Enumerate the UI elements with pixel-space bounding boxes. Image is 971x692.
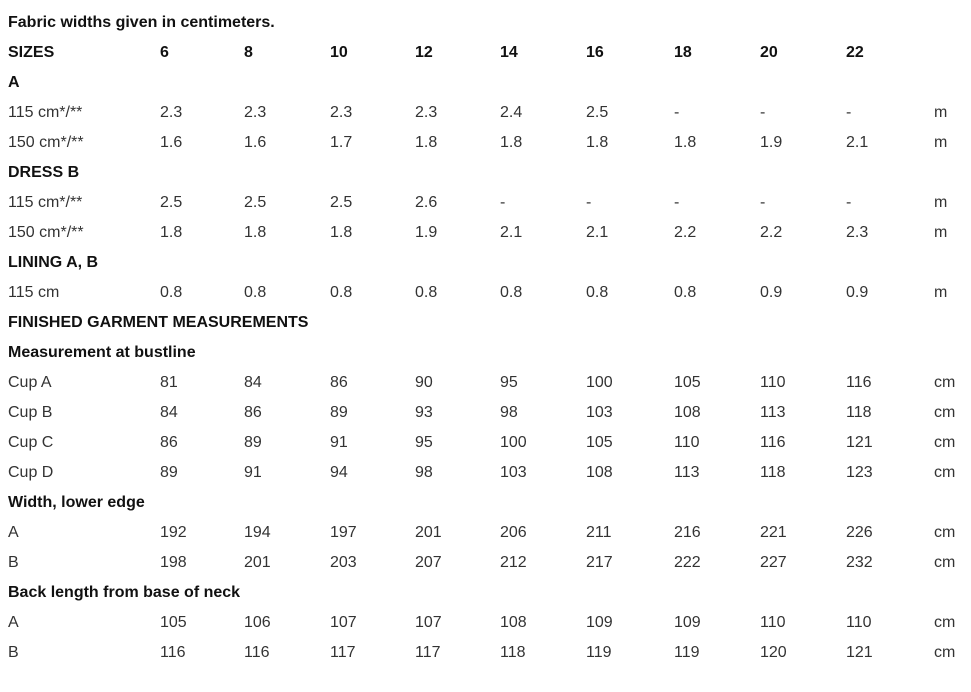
cell-value: 100 xyxy=(500,434,527,451)
unit-label: cm xyxy=(934,554,956,571)
fabric-width-note-row xyxy=(0,8,971,38)
section-heading-bustline xyxy=(0,338,971,368)
cell-value: 2.4 xyxy=(500,104,523,121)
sizes-label: SIZES xyxy=(8,44,55,61)
cell-value: 120 xyxy=(760,644,787,661)
cell-value: 110 xyxy=(846,614,872,631)
table-row xyxy=(0,398,971,428)
cell-value: 2.3 xyxy=(244,104,267,121)
cell-value: - xyxy=(760,194,766,211)
cell-value: 105 xyxy=(586,434,613,451)
cell-value: 90 xyxy=(415,374,433,391)
section-title: Width, lower edge xyxy=(8,494,145,511)
cell-value: 116 xyxy=(160,644,186,661)
cell-value: 118 xyxy=(846,404,872,421)
cell-value: 201 xyxy=(415,524,442,541)
cell-value: 86 xyxy=(160,434,178,451)
cell-value: 0.8 xyxy=(500,284,523,301)
unit-label: cm xyxy=(934,374,956,391)
cell-value: 232 xyxy=(846,554,873,571)
cell-value: 2.3 xyxy=(846,224,869,241)
table-row xyxy=(0,458,971,488)
unit-label: cm xyxy=(934,644,956,661)
cell-value: 227 xyxy=(760,554,787,571)
cell-value: 201 xyxy=(244,554,271,571)
cell-value: 94 xyxy=(330,464,348,481)
section-heading-back-length xyxy=(0,578,971,608)
cell-value: 117 xyxy=(415,644,441,661)
cell-value: 84 xyxy=(244,374,262,391)
cell-value: 119 xyxy=(674,644,700,661)
cell-value: 98 xyxy=(415,464,433,481)
cell-value: 2.2 xyxy=(760,224,783,241)
cell-value: 217 xyxy=(586,554,613,571)
section-title: LINING A, B xyxy=(8,254,99,271)
row-label: B xyxy=(8,554,19,571)
section-heading-lower-edge xyxy=(0,488,971,518)
table-row xyxy=(0,608,971,638)
row-label: 115 cm xyxy=(8,284,60,301)
cell-value: 2.5 xyxy=(244,194,267,211)
cell-value: 2.2 xyxy=(674,224,697,241)
size-chart xyxy=(0,8,971,668)
cell-value: 2.1 xyxy=(500,224,523,241)
cell-value: 100 xyxy=(586,374,613,391)
cell-value: 91 xyxy=(330,434,348,451)
row-label: A xyxy=(8,614,19,631)
unit-label: cm xyxy=(934,524,956,541)
cell-value: 118 xyxy=(500,644,526,661)
section-heading-finished xyxy=(0,308,971,338)
cell-value: 2.5 xyxy=(586,104,609,121)
section-title: Measurement at bustline xyxy=(8,344,196,361)
unit-label: cm xyxy=(934,614,956,631)
cell-value: 118 xyxy=(760,464,786,481)
cell-value: 1.8 xyxy=(500,134,523,151)
cell-value: 216 xyxy=(674,524,701,541)
cell-value: 221 xyxy=(760,524,787,541)
cell-value: 0.8 xyxy=(586,284,609,301)
cell-value: 110 xyxy=(674,434,700,451)
cell-value: 212 xyxy=(500,554,527,571)
cell-value: 222 xyxy=(674,554,701,571)
section-title: FINISHED GARMENT MEASUREMENTS xyxy=(8,314,309,331)
cell-value: 89 xyxy=(330,404,348,421)
cell-value: 123 xyxy=(846,464,873,481)
unit-label: m xyxy=(934,194,948,211)
table-row xyxy=(0,368,971,398)
cell-value: 81 xyxy=(160,374,178,391)
section-title: A xyxy=(8,74,20,91)
cell-value: 0.9 xyxy=(846,284,869,301)
cell-value: 107 xyxy=(330,614,357,631)
section-title: DRESS B xyxy=(8,164,80,181)
size-header: 6 xyxy=(160,44,169,61)
cell-value: 1.8 xyxy=(330,224,353,241)
row-label: B xyxy=(8,644,19,661)
table-row xyxy=(0,278,971,308)
cell-value: 0.8 xyxy=(674,284,697,301)
cell-value: 2.5 xyxy=(330,194,353,211)
unit-label: m xyxy=(934,284,948,301)
cell-value: 86 xyxy=(330,374,348,391)
table-row xyxy=(0,428,971,458)
cell-value: 103 xyxy=(500,464,527,481)
cell-value: 109 xyxy=(674,614,701,631)
cell-value: 89 xyxy=(244,434,262,451)
section-heading-a xyxy=(0,68,971,98)
cell-value: 116 xyxy=(846,374,872,391)
unit-label: m xyxy=(934,134,948,151)
cell-value: 110 xyxy=(760,614,786,631)
table-row xyxy=(0,128,971,158)
cell-value: 116 xyxy=(244,644,270,661)
cell-value: 108 xyxy=(674,404,701,421)
cell-value: 1.6 xyxy=(244,134,267,151)
cell-value: 119 xyxy=(586,644,612,661)
cell-value: - xyxy=(674,194,680,211)
table-row xyxy=(0,188,971,218)
size-header: 20 xyxy=(760,44,778,61)
cell-value: 2.3 xyxy=(415,104,438,121)
cell-value: 207 xyxy=(415,554,442,571)
section-heading-dress-b xyxy=(0,158,971,188)
cell-value: 1.6 xyxy=(160,134,183,151)
cell-value: 0.8 xyxy=(244,284,267,301)
row-label: Cup D xyxy=(8,464,54,481)
cell-value: - xyxy=(760,104,766,121)
size-header: 22 xyxy=(846,44,864,61)
cell-value: 1.7 xyxy=(330,134,353,151)
cell-value: 1.9 xyxy=(760,134,783,151)
cell-value: 2.1 xyxy=(586,224,609,241)
size-header: 8 xyxy=(244,44,253,61)
cell-value: 1.8 xyxy=(244,224,267,241)
cell-value: 98 xyxy=(500,404,518,421)
cell-value: 109 xyxy=(586,614,613,631)
row-label: 150 cm*/** xyxy=(8,224,84,241)
cell-value: 108 xyxy=(500,614,527,631)
cell-value: 226 xyxy=(846,524,873,541)
unit-label: m xyxy=(934,104,948,121)
cell-value: 2.1 xyxy=(846,134,869,151)
cell-value: - xyxy=(586,194,592,211)
cell-value: 1.8 xyxy=(415,134,438,151)
cell-value: 106 xyxy=(244,614,271,631)
table-row xyxy=(0,98,971,128)
row-label: 150 cm*/** xyxy=(8,134,84,151)
section-title: Back length from base of neck xyxy=(8,584,241,601)
row-label: Cup B xyxy=(8,404,53,421)
unit-label: m xyxy=(934,224,948,241)
unit-label: cm xyxy=(934,464,956,481)
row-label: Cup A xyxy=(8,374,52,391)
cell-value: 2.3 xyxy=(330,104,353,121)
cell-value: 95 xyxy=(500,374,518,391)
unit-label: cm xyxy=(934,434,956,451)
cell-value: 108 xyxy=(586,464,613,481)
size-header: 18 xyxy=(674,44,692,61)
cell-value: 110 xyxy=(760,374,786,391)
cell-value: 194 xyxy=(244,524,271,541)
cell-value: 121 xyxy=(846,434,873,451)
cell-value: 2.3 xyxy=(160,104,183,121)
cell-value: 103 xyxy=(586,404,613,421)
cell-value: 95 xyxy=(415,434,433,451)
cell-value: 107 xyxy=(415,614,442,631)
cell-value: 113 xyxy=(760,404,786,421)
size-header: 10 xyxy=(330,44,348,61)
fabric-width-note: Fabric widths given in centimeters. xyxy=(8,14,275,31)
cell-value: 84 xyxy=(160,404,178,421)
cell-value: 113 xyxy=(674,464,700,481)
cell-value: 0.9 xyxy=(760,284,783,301)
row-label: Cup C xyxy=(8,434,54,451)
row-label: A xyxy=(8,524,19,541)
cell-value: - xyxy=(500,194,506,211)
cell-value: 1.9 xyxy=(415,224,438,241)
cell-value: 198 xyxy=(160,554,187,571)
table-row xyxy=(0,218,971,248)
section-heading-lining xyxy=(0,248,971,278)
row-label: 115 cm*/** xyxy=(8,104,83,121)
cell-value: 192 xyxy=(160,524,187,541)
cell-value: 203 xyxy=(330,554,357,571)
table-row xyxy=(0,548,971,578)
cell-value: 0.8 xyxy=(330,284,353,301)
cell-value: 206 xyxy=(500,524,527,541)
size-header: 16 xyxy=(586,44,604,61)
cell-value: 2.5 xyxy=(160,194,183,211)
table-row xyxy=(0,518,971,548)
cell-value: - xyxy=(846,104,852,121)
sizes-header-row xyxy=(0,38,971,68)
cell-value: - xyxy=(846,194,852,211)
row-label: 115 cm*/** xyxy=(8,194,83,211)
cell-value: 89 xyxy=(160,464,178,481)
table-row xyxy=(0,638,971,668)
cell-value: 93 xyxy=(415,404,433,421)
cell-value: 1.8 xyxy=(674,134,697,151)
cell-value: 1.8 xyxy=(160,224,183,241)
cell-value: 197 xyxy=(330,524,357,541)
cell-value: 211 xyxy=(586,524,612,541)
cell-value: 116 xyxy=(760,434,786,451)
cell-value: 105 xyxy=(160,614,187,631)
cell-value: 86 xyxy=(244,404,262,421)
cell-value: 117 xyxy=(330,644,356,661)
cell-value: 0.8 xyxy=(160,284,183,301)
size-header: 12 xyxy=(415,44,433,61)
size-header: 14 xyxy=(500,44,518,61)
cell-value: 1.8 xyxy=(586,134,609,151)
cell-value: 0.8 xyxy=(415,284,438,301)
unit-label: cm xyxy=(934,404,956,421)
cell-value: - xyxy=(674,104,680,121)
cell-value: 105 xyxy=(674,374,701,391)
cell-value: 91 xyxy=(244,464,262,481)
cell-value: 121 xyxy=(846,644,873,661)
cell-value: 2.6 xyxy=(415,194,438,211)
